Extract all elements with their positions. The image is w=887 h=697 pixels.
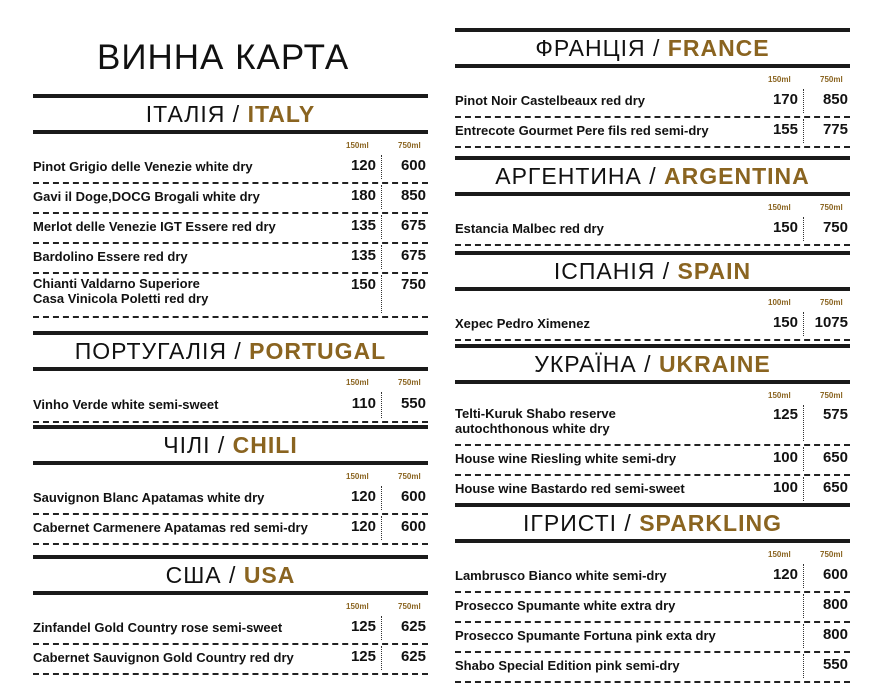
wine-name: Cabernet Sauvignon Gold Country red dry (33, 650, 294, 665)
wine-name: Херес Pedro Ximenez (455, 316, 590, 331)
wine-row (33, 272, 428, 318)
price-divider (803, 594, 804, 618)
price-glass: 120 (350, 157, 376, 174)
heading-separator: / (210, 432, 233, 458)
section-heading-text (163, 429, 297, 461)
section-heading (33, 331, 428, 371)
wine-row (455, 214, 850, 246)
volume-label-small: 100ml (768, 298, 791, 307)
heading-separator: / (645, 35, 668, 61)
price-bottle: 575 (822, 406, 848, 423)
wine-row (455, 116, 850, 148)
volume-label-small: 150ml (768, 391, 791, 400)
heading-separator: / (655, 258, 678, 284)
wine-row (33, 613, 428, 645)
wine-row (455, 474, 850, 506)
price-divider (803, 624, 804, 648)
heading-ukrainian: США (165, 562, 222, 588)
section-heading (455, 156, 850, 196)
price-glass: 150 (772, 314, 798, 331)
wine-name: Lambrusco Bianco white semi-dry (455, 568, 667, 583)
heading-english: FRANCE (667, 35, 770, 61)
wine-name: House wine Bastardo red semi-sweet (455, 481, 685, 496)
wine-name: Cabernet Carmenere Apatamas red semi-dry (33, 520, 308, 535)
section-heading-text (535, 32, 769, 64)
heading-ukrainian: ІСПАНІЯ (553, 258, 656, 284)
price-divider (381, 646, 382, 670)
wine-name-line1: Chianti Valdarno Superiore (33, 276, 200, 291)
wine-row (33, 513, 428, 545)
wine-row (33, 643, 428, 675)
price-glass: 120 (772, 566, 798, 583)
section-heading-text (554, 255, 751, 287)
price-divider (803, 405, 804, 441)
price-divider (381, 486, 382, 510)
heading-english: PORTUGAL (249, 338, 387, 364)
price-divider (381, 275, 382, 313)
wine-name: Estancia Malbec red dry (455, 221, 604, 236)
section-heading (33, 425, 428, 465)
price-glass: 120 (350, 518, 376, 535)
section-heading (33, 555, 428, 595)
price-bottle: 550 (400, 395, 426, 412)
heading-separator: / (641, 163, 665, 189)
heading-english: SPARKLING (639, 510, 782, 536)
wine-row (455, 309, 850, 341)
wine-row (33, 212, 428, 244)
heading-english: USA (243, 562, 296, 588)
wine-name: Prosecco Spumante white extra dry (455, 598, 676, 613)
heading-ukrainian: ФРАНЦІЯ (535, 35, 646, 61)
wine-name-line2: autochthonous white dry (455, 421, 610, 436)
wine-row (455, 402, 850, 446)
volume-label-small: 150ml (768, 203, 791, 212)
price-glass: 110 (351, 395, 376, 412)
price-glass: 125 (350, 618, 376, 635)
price-glass: 125 (350, 648, 376, 665)
price-divider (381, 516, 382, 540)
wine-name: Pinot Grigio delle Venezie white dry (33, 159, 253, 174)
wine-row (455, 444, 850, 476)
price-glass: 155 (772, 121, 798, 138)
section-heading-text (495, 160, 810, 192)
price-bottle: 600 (400, 518, 426, 535)
volume-label-bottle: 750ml (820, 298, 843, 307)
section-heading-text (75, 335, 386, 367)
heading-separator: / (225, 101, 248, 127)
price-divider (803, 217, 804, 241)
price-divider (803, 89, 804, 113)
price-bottle: 625 (400, 648, 426, 665)
section-heading (33, 94, 428, 134)
wine-name (455, 406, 616, 436)
section-heading-text (166, 559, 296, 591)
wine-name: Shabo Special Edition pink semi-dry (455, 658, 680, 673)
wine-name (33, 276, 208, 306)
heading-ukrainian: ІТАЛІЯ (145, 101, 226, 127)
wine-row (455, 591, 850, 623)
price-glass: 170 (772, 91, 798, 108)
wine-row (455, 651, 850, 683)
heading-english: SPAIN (677, 258, 752, 284)
price-glass: 100 (772, 449, 798, 466)
heading-ukrainian: УКРАЇНА (534, 351, 637, 377)
price-bottle: 600 (822, 566, 848, 583)
price-divider (381, 155, 382, 179)
heading-separator: / (617, 510, 640, 536)
wine-name-line1: Telti-Kuruk Shabo reserve (455, 406, 616, 421)
heading-english: UKRAINE (658, 351, 771, 377)
section-heading (455, 251, 850, 291)
price-divider (381, 215, 382, 239)
volume-label-bottle: 750ml (398, 472, 421, 481)
price-divider (381, 616, 382, 640)
heading-ukrainian: ПОРТУГАЛІЯ (74, 338, 227, 364)
price-divider (803, 564, 804, 588)
price-bottle: 650 (822, 479, 848, 496)
heading-english: CHILI (232, 432, 298, 458)
price-bottle: 650 (822, 449, 848, 466)
wine-row (33, 483, 428, 515)
price-bottle: 750 (400, 276, 426, 293)
section-heading (455, 28, 850, 68)
volume-label-bottle: 750ml (820, 391, 843, 400)
volume-label-small: 150ml (768, 550, 791, 559)
price-divider (803, 447, 804, 471)
price-glass: 180 (350, 187, 376, 204)
wine-name-line2: Casa Vinicola Poletti red dry (33, 291, 209, 306)
section-heading-text (146, 98, 315, 130)
price-divider (803, 477, 804, 501)
price-bottle: 1075 (814, 314, 848, 331)
heading-english: ITALY (247, 101, 316, 127)
volume-label-small: 150ml (346, 602, 369, 611)
volume-label-bottle: 750ml (820, 75, 843, 84)
section-heading-text (534, 348, 770, 380)
volume-label-small: 150ml (346, 141, 369, 150)
price-bottle: 675 (400, 217, 426, 234)
price-glass: 120 (350, 488, 376, 505)
section-heading (455, 503, 850, 543)
price-glass: 135 (350, 217, 376, 234)
price-bottle: 775 (822, 121, 848, 138)
heading-english: ARGENTINA (664, 163, 810, 189)
volume-label-bottle: 750ml (398, 141, 421, 150)
price-bottle: 800 (822, 626, 848, 643)
price-glass: 150 (772, 219, 798, 236)
volume-label-small: 150ml (768, 75, 791, 84)
wine-name: Prosecco Spumante Fortuna pink exta dry (455, 628, 716, 643)
wine-name: Pinot Noir Castelbeaux red dry (455, 93, 645, 108)
wine-name: Entrecote Gourmet Pere fils red semi-dry (455, 123, 709, 138)
volume-label-bottle: 750ml (398, 602, 421, 611)
price-glass: 150 (350, 276, 376, 293)
price-glass: 125 (772, 406, 798, 423)
price-bottle: 850 (822, 91, 848, 108)
menu-title: ВИННА КАРТА (97, 38, 350, 77)
heading-separator: / (221, 562, 244, 588)
wine-name: Vinho Verde white semi-sweet (33, 397, 219, 412)
volume-label-bottle: 750ml (398, 378, 421, 387)
wine-row (33, 389, 428, 423)
price-bottle: 675 (400, 247, 426, 264)
price-bottle: 625 (400, 618, 426, 635)
price-glass: 135 (350, 247, 376, 264)
heading-separator: / (636, 351, 659, 377)
wine-row (33, 242, 428, 274)
wine-row (455, 86, 850, 118)
volume-label-bottle: 750ml (820, 203, 843, 212)
price-bottle: 850 (400, 187, 426, 204)
wine-row (455, 561, 850, 593)
heading-ukrainian: ІГРИСТІ (523, 510, 618, 536)
heading-ukrainian: ЧІЛІ (163, 432, 211, 458)
wine-name: House wine Riesling white semi-dry (455, 451, 677, 466)
wine-row (455, 621, 850, 653)
price-divider (803, 654, 804, 678)
price-glass: 100 (772, 479, 798, 496)
price-divider (381, 245, 382, 269)
price-bottle: 800 (822, 596, 848, 613)
price-divider (803, 312, 804, 336)
volume-label-small: 150ml (346, 472, 369, 481)
volume-label-bottle: 750ml (820, 550, 843, 559)
wine-row (33, 182, 428, 214)
price-divider (381, 185, 382, 209)
wine-name: Sauvignon Blanc Apatamas white dry (33, 490, 265, 505)
price-divider (381, 392, 382, 418)
wine-name: Bardolino Essere red dry (33, 249, 188, 264)
price-bottle: 600 (400, 488, 426, 505)
wine-row (33, 152, 428, 184)
heading-separator: / (227, 338, 250, 364)
price-bottle: 750 (822, 219, 848, 236)
section-heading (455, 344, 850, 384)
price-bottle: 550 (822, 656, 848, 673)
volume-label-small: 150ml (346, 378, 369, 387)
heading-ukrainian: АРГЕНТИНА (495, 163, 642, 189)
wine-name: Merlot delle Venezie IGT Essere red dry (33, 219, 276, 234)
section-heading-text (523, 507, 782, 539)
wine-name: Zinfandel Gold Country rose semi-sweet (33, 620, 283, 635)
wine-name: Gavi il Doge,DOCG Brogali white dry (33, 189, 260, 204)
price-bottle: 600 (400, 157, 426, 174)
price-divider (803, 119, 804, 143)
